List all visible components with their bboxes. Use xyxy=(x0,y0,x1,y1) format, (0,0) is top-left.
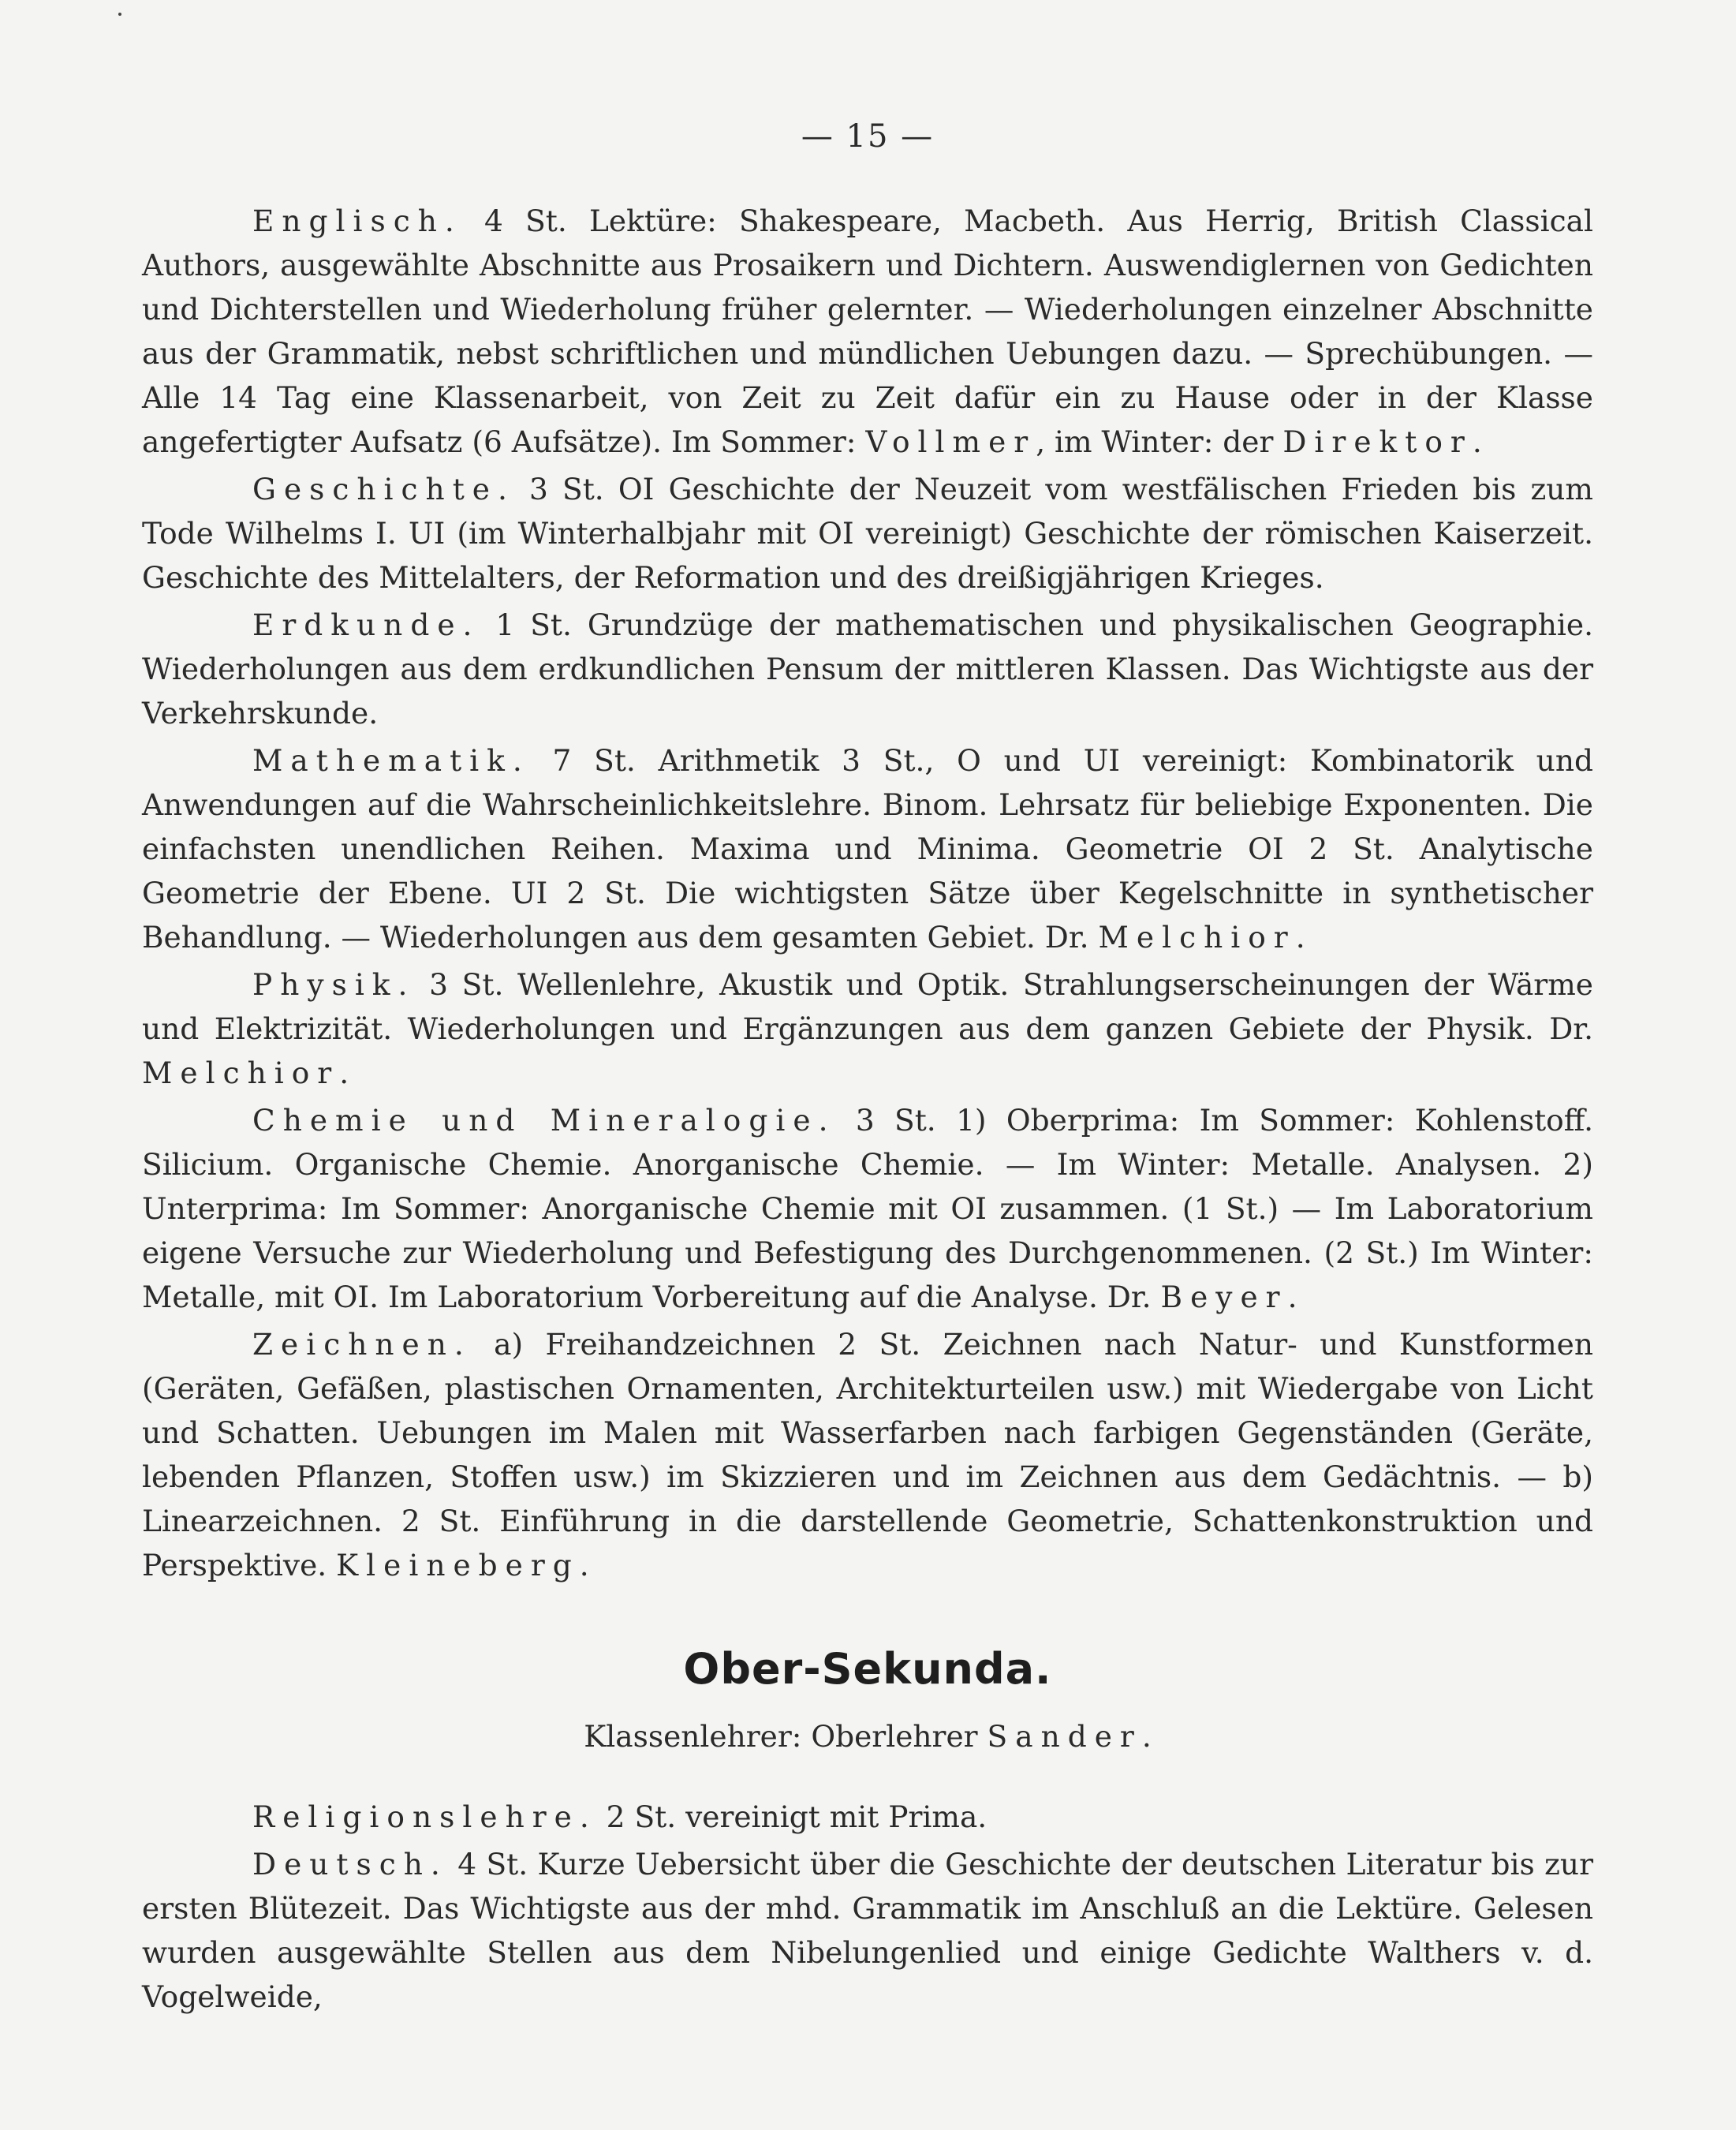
subject-name: Physik. xyxy=(252,967,416,1002)
subject-paragraph xyxy=(142,1795,1593,1839)
prima-curriculum xyxy=(142,199,1593,1587)
subject-name: Erdkunde. xyxy=(252,607,480,642)
paragraph-tail: . xyxy=(339,1056,349,1090)
subject-name: Zeichnen. xyxy=(252,1327,472,1362)
subject-name: Geschichte. xyxy=(252,472,515,506)
paragraph-body: 4 St. Kurze Uebersicht über die Geschichte der deutschen Literatur bis zur ersten Blütezeit. Das Wichtigste aus der mhd. Grammatik im Anschluß an die Lektüre. Gelesen wurden ausgewählte Stellen aus dem Nibelungenlied und einige Gedichte Walthers v. d. Vogelweide, xyxy=(142,1847,1593,2014)
paragraph-tail: . xyxy=(1472,424,1482,459)
paragraph-tail: , im Winter: der xyxy=(1036,424,1283,459)
paragraph-body: 3 St. OI Geschichte der Neuzeit vom westfälischen Frieden bis zum Tode Wilhelms I. UI (im Winterhalbjahr mit OI vereinigt) Geschichte der römischen Kaiserzeit. Geschichte des Mittelalters, der Reformation und des dreißigjährigen Krieges. xyxy=(142,472,1593,595)
teacher-name: Beyer xyxy=(1160,1280,1288,1314)
ober-sekunda-curriculum xyxy=(142,1795,1593,2019)
subject-paragraph xyxy=(142,199,1593,464)
paragraph-body: 7 St. Arithmetik 3 St., O und UI vereinigt: Kombinatorik und Anwendungen auf die Wahrscheinlichkeitslehre. Binom. Lehrsatz für beliebige Exponenten. Die einfachsten unendlichen Reihen. Maxima und Minima. Geometrie OI 2 St. Analytische Geometrie der Ebene. UI 2 St. Die wichtigsten Sätze über Kegelschnitte in synthetischer Behandlung. — Wiederholungen aus dem gesamten Gebiet. Dr. xyxy=(142,743,1593,955)
print-speck xyxy=(118,13,121,16)
teacher-name: Kleineberg xyxy=(336,1548,580,1583)
paragraph-tail: . xyxy=(1295,920,1305,955)
class-teacher-line xyxy=(142,1719,1593,1754)
subject-name: Religionslehre. xyxy=(252,1799,597,1834)
subject-paragraph xyxy=(142,738,1593,959)
class-teacher-name: Sander xyxy=(987,1719,1142,1754)
paragraph-body: 1 St. Grundzüge der mathematischen und physikalischen Geographie. Wiederholungen aus dem erdkundlichen Pensum der mittleren Klassen. Das Wichtigste aus der Verkehrskunde. xyxy=(142,607,1593,731)
teacher-name: Melchior xyxy=(142,1056,340,1090)
subject-name: Englisch. xyxy=(252,204,462,238)
page-number: — 15 — xyxy=(801,118,935,155)
paragraph-body: 3 St. Wellenlehre, Akustik und Optik. Strahlungserscheinungen der Wärme und Elektrizität. Wiederholungen und Ergänzungen aus dem ganzen Gebiete der Physik. Dr. xyxy=(142,967,1593,1046)
teacher-name: Vollmer xyxy=(865,424,1036,459)
paragraph-tail: . xyxy=(1287,1280,1297,1314)
teacher-name: Direktor xyxy=(1282,424,1473,459)
paragraph-body: 3 St. 1) Oberprima: Im Sommer: Kohlenstoff. Silicium. Organische Chemie. Anorganische Chemie. — Im Winter: Metalle. Analysen. 2) Unterprima: Im Sommer: Anorganische Chemie mit OI zusammen. (1 St.) — Im Laboratorium eigene Versuche zur Wiederholung und Befestigung des Durchgenommenen. (2 St.) Im Winter: Metalle, mit OI. Im Laboratorium Vorbereitung auf die Analyse. Dr. xyxy=(142,1103,1593,1314)
subject-name: Chemie und Mineralogie. xyxy=(252,1103,836,1138)
subject-paragraph xyxy=(142,1322,1593,1587)
subject-paragraph xyxy=(142,1842,1593,2019)
paragraph-body: 2 St. vereinigt mit Prima. xyxy=(596,1799,987,1834)
subject-paragraph xyxy=(142,467,1593,600)
class-teacher-suffix: . xyxy=(1141,1719,1152,1754)
subject-name: Mathematik. xyxy=(252,743,530,778)
subject-paragraph xyxy=(142,1098,1593,1319)
subject-paragraph xyxy=(142,962,1593,1095)
teacher-name: Melchior xyxy=(1098,920,1296,955)
section-heading: Ober-Sekunda. xyxy=(683,1644,1052,1694)
paragraph-body: a) Freihandzeichnen 2 St. Zeichnen nach Natur- und Kunstformen (Geräten, Gefäßen, plastischen Ornamenten, Architekturteilen usw.) mit Wiedergabe von Licht und Schatten. Uebungen im Malen mit Wasserfarben nach farbigen Gegenständen (Geräte, lebenden Pflanzen, Stoffen usw.) im Skizzieren und im Zeichnen aus dem Gedächtnis. — b) Linearzeichnen. 2 St. Einführung in die darstellende Geometrie, Schattenkonstruktion und Perspektive. xyxy=(142,1327,1593,1583)
paragraph-body: 4 St. Lektüre: Shakespeare, Macbeth. Aus Herrig, British Classical Authors, ausgewählte Abschnitte aus Prosaikern und Dichtern. Auswendiglernen von Gedichten und Dichterstellen und Wiederholung früher gelernter. — Wiederholungen einzelner Abschnitte aus der Grammatik, nebst schriftlichen und mündlichen Uebungen dazu. — Sprechübungen. — Alle 14 Tag eine Klassenarbeit, von Zeit zu Zeit dafür ein zu Hause oder in der Klasse angefertigter Aufsatz (6 Aufsätze). Im Sommer: xyxy=(142,204,1593,459)
subject-name: Deutsch. xyxy=(252,1847,448,1882)
document-page xyxy=(142,118,1593,2019)
class-teacher-prefix: Klassenlehrer: Oberlehrer xyxy=(584,1719,987,1754)
subject-paragraph xyxy=(142,603,1593,735)
paragraph-tail: . xyxy=(579,1548,589,1583)
